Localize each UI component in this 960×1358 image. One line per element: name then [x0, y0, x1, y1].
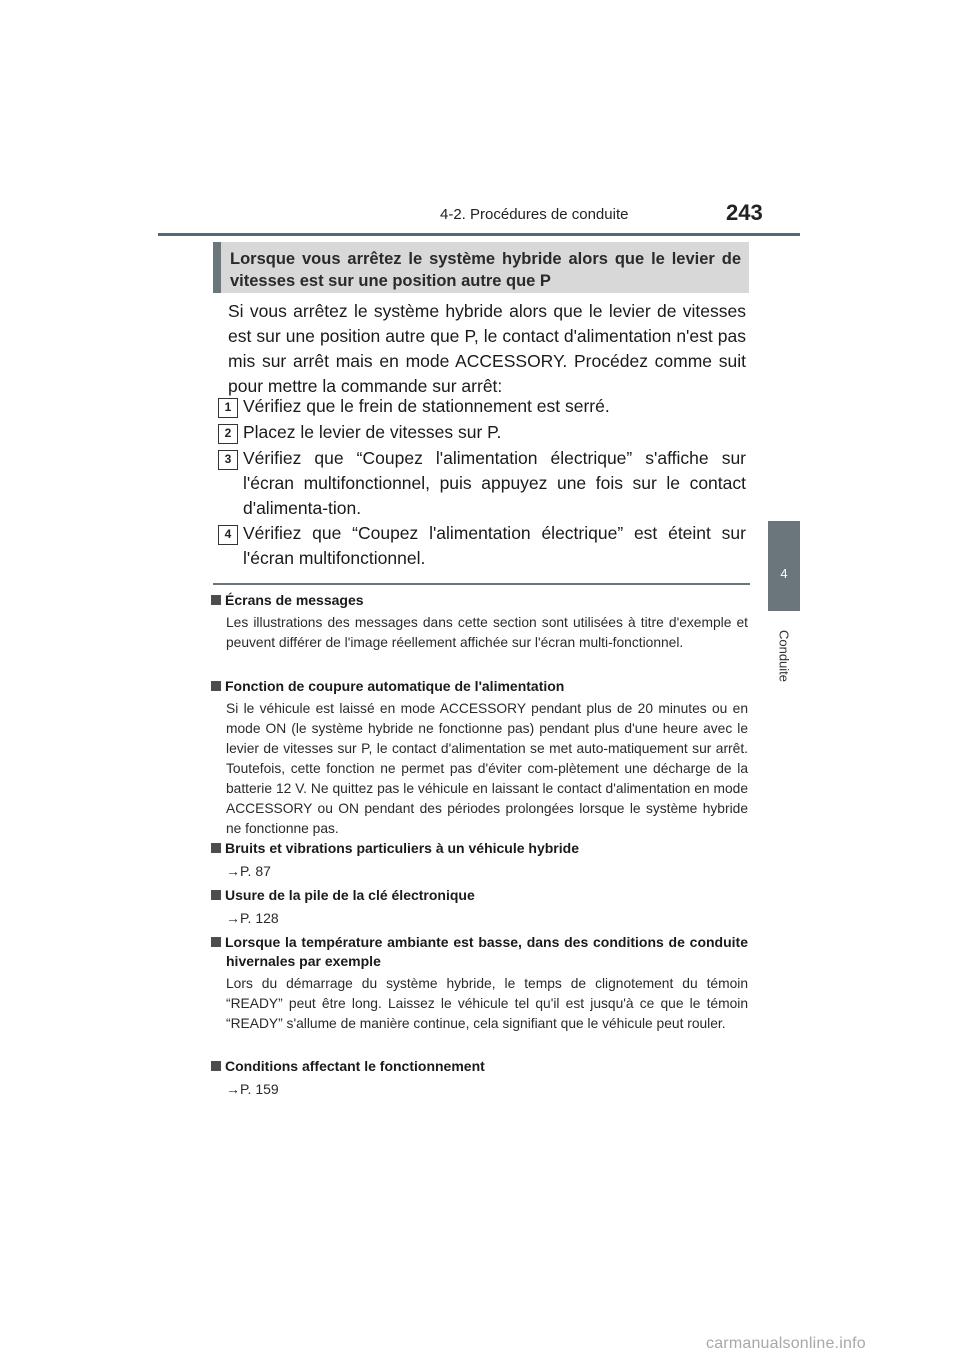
step-number: 2 — [218, 424, 238, 444]
step-text: Placez le levier de vitesses sur P. — [243, 422, 502, 442]
header-divider — [158, 233, 800, 236]
page-reference-link[interactable]: →P. 87 — [226, 863, 271, 879]
note-heading: Conditions affectant le fonctionnement — [211, 1057, 751, 1076]
square-bullet-icon — [211, 681, 221, 691]
section-title: 4-2. Procédures de conduite — [440, 206, 629, 223]
page-reference-link[interactable]: →P. 159 — [226, 1081, 279, 1097]
step-text: Vérifiez que “Coupez l'alimentation électrique” est éteint sur l'écran multifonctionnel. — [243, 523, 746, 568]
square-bullet-icon — [211, 595, 221, 605]
step-number: 4 — [218, 525, 238, 545]
watermark: carmanualsonline.info — [706, 1335, 866, 1352]
chapter-label — [744, 616, 824, 696]
square-bullet-icon — [211, 890, 221, 900]
chapter-number: 4 — [780, 566, 788, 581]
procedure-title: Lorsque vous arrêtez le système hybride alors que le levier de vitesses est sur une position autre que P — [213, 242, 749, 293]
step-text: Vérifiez que “Coupez l'alimentation électrique” s'affiche sur l'écran multifonctionnel, puis appuyez une fois sur le contact d'alimenta-tion. — [243, 448, 746, 518]
square-bullet-icon — [211, 1061, 221, 1071]
notes-divider — [213, 583, 750, 585]
page-reference-link[interactable]: →P. 128 — [226, 910, 279, 926]
note-heading: Écrans de messages — [211, 591, 751, 610]
note-body: Lors du démarrage du système hybride, le temps de clignotement du témoin “READY” peut être long. Laissez le véhicule tel qu'il est jusqu'à ce que le témoin “READY” s'allume de manière continue, cela signifiant que le véhicule peut rouler. — [226, 976, 748, 1031]
step-number: 3 — [218, 450, 238, 470]
note-body: Les illustrations des messages dans cette section sont utilisées à titre d'exemple et peuvent différer de l'image réellement affichée sur l'écran multi-fonctionnel. — [226, 615, 748, 650]
note-heading: Lorsque la température ambiante est basse, dans des conditions de conduite hivernales par exemple — [226, 933, 748, 971]
chapter-label-text: Conduite — [776, 629, 792, 683]
note-body: Si le véhicule est laissé en mode ACCESSORY pendant plus de 20 minutes ou en mode ON (le système hybride ne fonctionne pas) pendant plus d'une heure avec le levier de vitesses sur P, le contact d'alimentation se met auto-matiquement sur arrêt. Toutefois, cette fonction ne permet pas d'éviter com-plètement une décharge de la batterie 12 V. Ne quittez pas le véhicule en laissant le contact d'alimentation en mode ACCESSORY ou ON pendant des périodes prolongées lorsque le système hybride ne fonctionne pas. — [226, 701, 748, 836]
note-heading: Bruits et vibrations particuliers à un véhicule hybride — [211, 839, 751, 858]
step-number: 1 — [218, 398, 238, 418]
step-text: Vérifiez que le frein de stationnement est serré. — [243, 396, 610, 416]
note-heading: Fonction de coupure automatique de l'alimentation — [211, 677, 751, 696]
page-number: 243 — [726, 200, 763, 225]
note-heading: Usure de la pile de la clé électronique — [211, 886, 751, 905]
square-bullet-icon — [211, 937, 221, 947]
intro-paragraph: Si vous arrêtez le système hybride alors que le levier de vitesses est sur une position autre que P, le contact d'alimentation n'est pas mis sur arrêt mais en mode ACCESSORY. Procédez comme suit pour mettre la commande sur arrêt: — [228, 301, 746, 396]
square-bullet-icon — [211, 843, 221, 853]
